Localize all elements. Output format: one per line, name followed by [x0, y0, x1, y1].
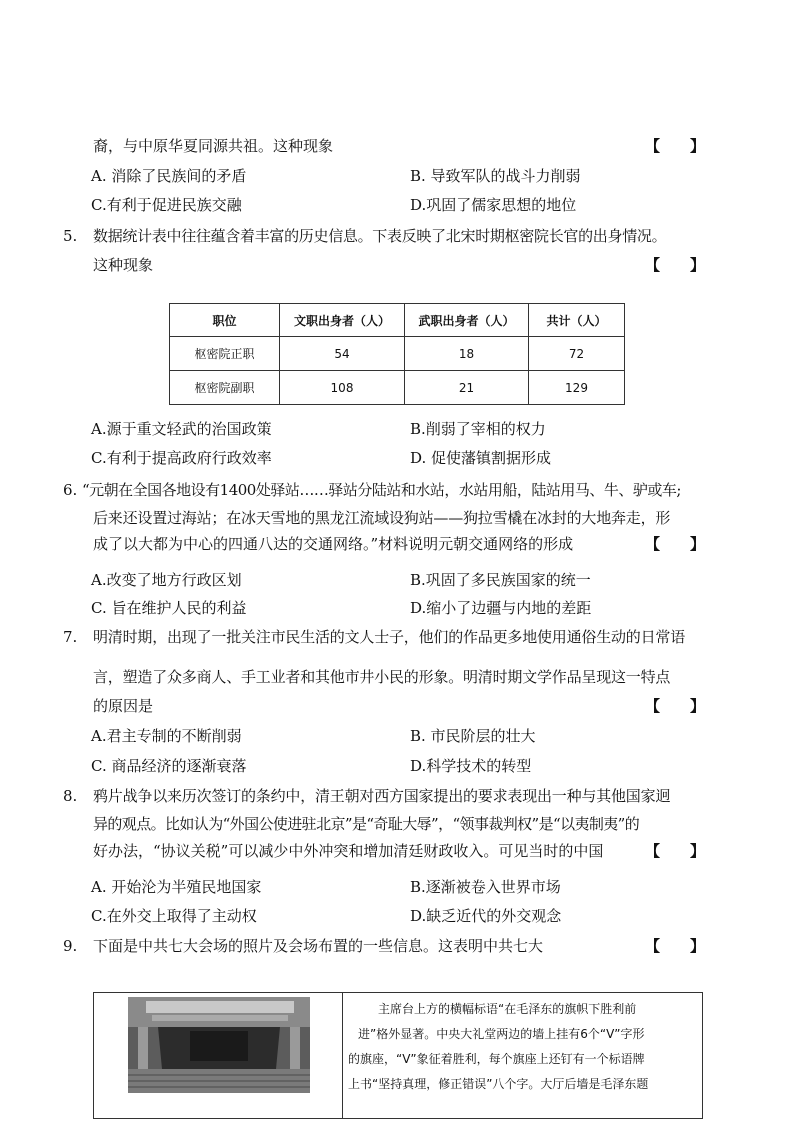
q6-stem-line3: 成了以大都为中心的四通八达的交通网络。”材料说明元朝交通网络的形成 [93, 535, 574, 553]
q6-answer-bracket: 【 】 [645, 535, 706, 553]
q5-option-a: A.源于重文轻武的治国政策 [91, 420, 272, 438]
q4-option-a: A. 消除了民族间的矛盾 [91, 167, 247, 185]
q9-caption [348, 997, 700, 1097]
q5-answer-bracket: 【 】 [645, 256, 706, 274]
q6-option-c: C. 旨在维护人民的利益 [91, 599, 247, 617]
table-header-cell: 共计（人） [529, 304, 625, 337]
q8-stem-line3: 好办法，“协议关税”可以减少中外冲突和增加清廷财政收入。可见当时的中国 [93, 842, 604, 860]
q9-caption-line: 的旗座，“V”象征着胜利，每个旗座上还钉有一个标语牌 [348, 1052, 645, 1066]
q6-option-b: B.巩固了多民族国家的统一 [410, 571, 591, 589]
table-cell: 129 [529, 371, 625, 405]
q5-option-c: C.有利于提高政府行政效率 [91, 449, 272, 467]
q9-stem: 下面是中共七大会场的照片及会场布置的一些信息。这表明中共七大 [93, 937, 544, 955]
table-cell: 枢密院正职 [170, 337, 280, 371]
q5-number: 5. [63, 227, 78, 245]
q9-meeting-photo [128, 997, 310, 1093]
q8-number: 8. [63, 787, 78, 805]
q8-option-b: B.逐渐被卷入世界市场 [410, 878, 561, 896]
q6-stem-line2: 后来还设置过海站；在冰天雪地的黑龙江流域设狗站——狗拉雪橇在冰封的大地奔走，形 [93, 509, 671, 527]
q8-answer-bracket: 【 】 [645, 842, 706, 860]
q7-option-c: C. 商品经济的逐渐衰落 [91, 757, 247, 775]
q7-option-a: A.君主专制的不断削弱 [91, 727, 242, 745]
q9-caption-line: 主席台上方的横幅标语“在毛泽东的旗帜下胜利前 [378, 1002, 637, 1016]
q5-data-table [169, 303, 625, 405]
table-cell: 54 [280, 337, 405, 371]
q5-option-d: D. 促使藩镇割据形成 [410, 449, 552, 467]
q6-number: 6. [63, 481, 78, 499]
q4-stem-tail: 裔，与中原华夏同源共祖。这种现象 [93, 137, 334, 155]
q8-option-d: D.缺乏近代的外交观念 [410, 907, 562, 925]
q4-option-b: B. 导致军队的战斗力削弱 [410, 167, 581, 185]
table-header-cell: 文职出身者（人） [280, 304, 405, 337]
table-cell: 72 [529, 337, 625, 371]
q7-stem-line1: 明清时期，出现了一批关注市民生活的文人士子，他们的作品更多地使用通俗生动的日常语 [93, 628, 686, 646]
q9-answer-bracket: 【 】 [645, 937, 706, 955]
q6-option-d: D.缩小了边疆与内地的差距 [410, 599, 592, 617]
q5-option-b: B.削弱了宰相的权力 [410, 420, 546, 438]
q5-stem-line2: 这种现象 [93, 256, 154, 274]
q7-stem-line3: 的原因是 [93, 697, 154, 715]
table-row [170, 371, 625, 405]
q8-stem-line1: 鸦片战争以来历次签订的条约中，清王朝对西方国家提出的要求表现出一种与其他国家迥 [93, 787, 671, 805]
table-row [170, 337, 625, 371]
table-cell: 18 [405, 337, 529, 371]
q8-option-a: A. 开始沦为半殖民地国家 [91, 878, 262, 896]
table-header-cell: 职位 [170, 304, 280, 337]
q7-answer-bracket: 【 】 [645, 697, 706, 715]
q7-stem-line2: 言，塑造了众多商人、手工业者和其他市井小民的形象。明清时期文学作品呈现这一特点 [93, 668, 671, 686]
table-header-row [170, 304, 625, 337]
table-cell: 108 [280, 371, 405, 405]
q8-stem-line2: 异的观点。比如认为“外国公使进驻北京”是“奇耻大辱”，“领事裁判权”是“以夷制夷”的 [93, 815, 640, 833]
q8-option-c: C.在外交上取得了主动权 [91, 907, 257, 925]
q4-option-d: D.巩固了儒家思想的地位 [410, 196, 577, 214]
q9-material-box [93, 992, 703, 1119]
q5-stem-line1: 数据统计表中往往蕴含着丰富的历史信息。下表反映了北宋时期枢密院长官的出身情况。 [93, 227, 667, 245]
q7-number: 7. [63, 628, 78, 646]
q4-option-c: C.有利于促进民族交融 [91, 196, 242, 214]
q4-answer-bracket: 【 】 [645, 137, 706, 155]
q6-stem-line1: “元朝在全国各地设有1400处驿站……驿站分陆站和水站，水站用船，陆站用马、牛、驴或车; [82, 481, 681, 499]
q9-caption-line: 进”格外显著。中央大礼堂两边的墙上挂有6个“V”字形 [358, 1027, 645, 1041]
table-cell: 21 [405, 371, 529, 405]
table-header-cell: 武职出身者（人） [405, 304, 529, 337]
q9-caption-line: 上书“坚持真理，修正错误”八个字。大厅后墙是毛泽东题 [348, 1077, 649, 1091]
q9-box-divider [342, 993, 343, 1118]
q7-option-b: B. 市民阶层的壮大 [410, 727, 536, 745]
q7-option-d: D.科学技术的转型 [410, 757, 532, 775]
q6-option-a: A.改变了地方行政区划 [91, 571, 242, 589]
q9-number: 9. [63, 937, 78, 955]
table-cell: 枢密院副职 [170, 371, 280, 405]
